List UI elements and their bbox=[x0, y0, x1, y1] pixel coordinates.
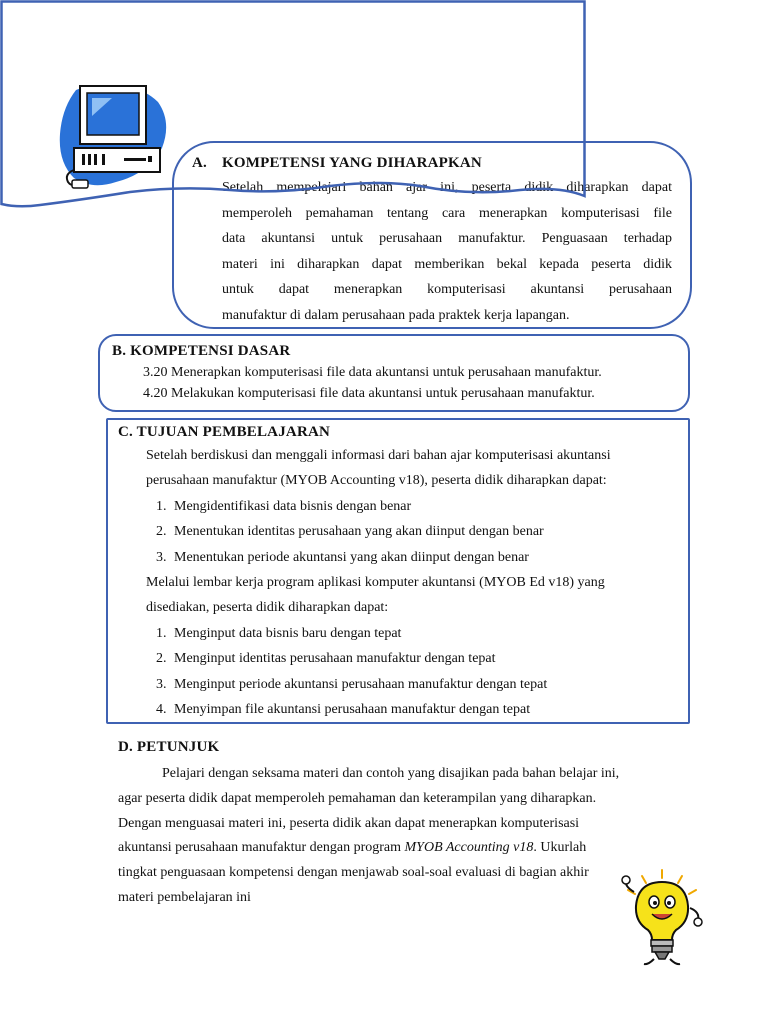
section-d-line: Dengan menguasai materi ini, peserta didik akan dapat menerapkan komputerisasi bbox=[118, 815, 580, 831]
section-a-line: data akuntansi untuk perusahaan manufaktur. Penguasaan terhadap bbox=[222, 231, 672, 247]
list-number: 2. bbox=[156, 651, 167, 667]
list-number: 4. bbox=[156, 702, 167, 718]
section-c-intro: perusahaan manufaktur (MYOB Accounting v18), peserta didik diharapkan dapat: bbox=[146, 473, 607, 489]
section-d-line bbox=[118, 762, 674, 787]
section-d-line: agar peserta didik dapat memperoleh pemahaman dan keterampilan yang diharapkan. bbox=[118, 790, 597, 806]
section-d-line bbox=[118, 836, 674, 861]
section-a-line: materi ini diharapkan dapat memberikan bekal kepada peserta didik bbox=[222, 256, 672, 272]
section-a-title: KOMPETENSI YANG DIHARAPKAN bbox=[222, 155, 482, 171]
list-number: 1. bbox=[156, 498, 167, 514]
list-item bbox=[146, 494, 676, 519]
section-d-border bbox=[0, 0, 586, 220]
list-item bbox=[146, 621, 676, 646]
section-b-title: B. KOMPETENSI DASAR bbox=[112, 343, 291, 359]
list-text: Menginput identitas perusahaan manufaktur dengan tepat bbox=[174, 651, 496, 667]
section-c-title: C. TUJUAN PEMBELAJARAN bbox=[118, 424, 331, 440]
section-a-line: untuk dapat menerapkan komputerisasi akuntansi perusahaan bbox=[222, 282, 672, 298]
list-item bbox=[146, 545, 676, 570]
list-number: 2. bbox=[156, 524, 167, 540]
section-b-items bbox=[143, 362, 602, 404]
section-d-text: Pelajari dengan seksama materi dan contoh yang disajikan pada bahan belajar ini, bbox=[162, 766, 620, 781]
list-text: Mengidentifikasi data bisnis dengan benar bbox=[174, 498, 412, 514]
list-text: Menginput data bisnis baru dengan tepat bbox=[174, 625, 402, 641]
section-d-title: D. PETUNJUK bbox=[118, 739, 220, 755]
section-d-body bbox=[118, 762, 674, 911]
lightbulb-mascot-icon bbox=[620, 868, 704, 968]
section-b-item: 3.20 Menerapkan komputerisasi file data akuntansi untuk perusahaan manufaktur. bbox=[143, 365, 602, 380]
list-number: 3. bbox=[156, 549, 167, 565]
program-name: MYOB Accounting v18 bbox=[404, 840, 534, 856]
list-text: Menentukan periode akuntansi yang akan diinput dengan benar bbox=[174, 549, 529, 565]
section-d-line: tingkat penguasaan kompetensi dengan menjawab soal-soal evaluasi di bagian akhir bbox=[118, 865, 589, 881]
section-d-text: akuntansi perusahaan manufaktur dengan program bbox=[118, 840, 405, 856]
list-number: 1. bbox=[156, 625, 167, 641]
list-item bbox=[146, 519, 676, 544]
section-d-box bbox=[0, 0, 586, 220]
list-item bbox=[146, 697, 676, 722]
list-text: Menyimpan file akuntansi perusahaan manufaktur dengan tepat bbox=[174, 702, 531, 718]
section-c-body bbox=[146, 443, 676, 722]
section-a-line: memperoleh pemahaman tentang cara menerapkan komputerisasi file bbox=[222, 205, 672, 221]
section-a-line: manufaktur di dalam perusahaan pada praktek kerja lapangan. bbox=[222, 307, 570, 323]
list-item bbox=[146, 672, 676, 697]
section-a-letter: A. bbox=[192, 155, 207, 171]
section-c-mid: disediakan, peserta didik diharapkan dapat: bbox=[146, 600, 389, 616]
list-text: Menginput periode akuntansi perusahaan manufaktur dengan tepat bbox=[174, 676, 548, 692]
section-c-intro: Setelah berdiskusi dan menggali informasi dari bahan ajar komputerisasi akuntansi bbox=[146, 448, 611, 463]
list-item bbox=[146, 646, 676, 671]
list-number: 3. bbox=[156, 676, 167, 692]
section-c-mid: Melalui lembar kerja program aplikasi komputer akuntansi (MYOB Ed v18) yang bbox=[146, 575, 605, 591]
list-text: Menentukan identitas perusahaan yang akan diinput dengan benar bbox=[174, 524, 544, 540]
section-b-item: 4.20 Melakukan komputerisasi file data akuntansi untuk perusahaan manufaktur. bbox=[143, 386, 595, 401]
section-d-text: . Ukurlah bbox=[533, 840, 587, 856]
section-a-line: Setelah mempelajari bahan ajar ini, peserta didik diharapkan dapat bbox=[222, 180, 672, 195]
section-d-line: materi pembelajaran ini bbox=[118, 889, 251, 905]
